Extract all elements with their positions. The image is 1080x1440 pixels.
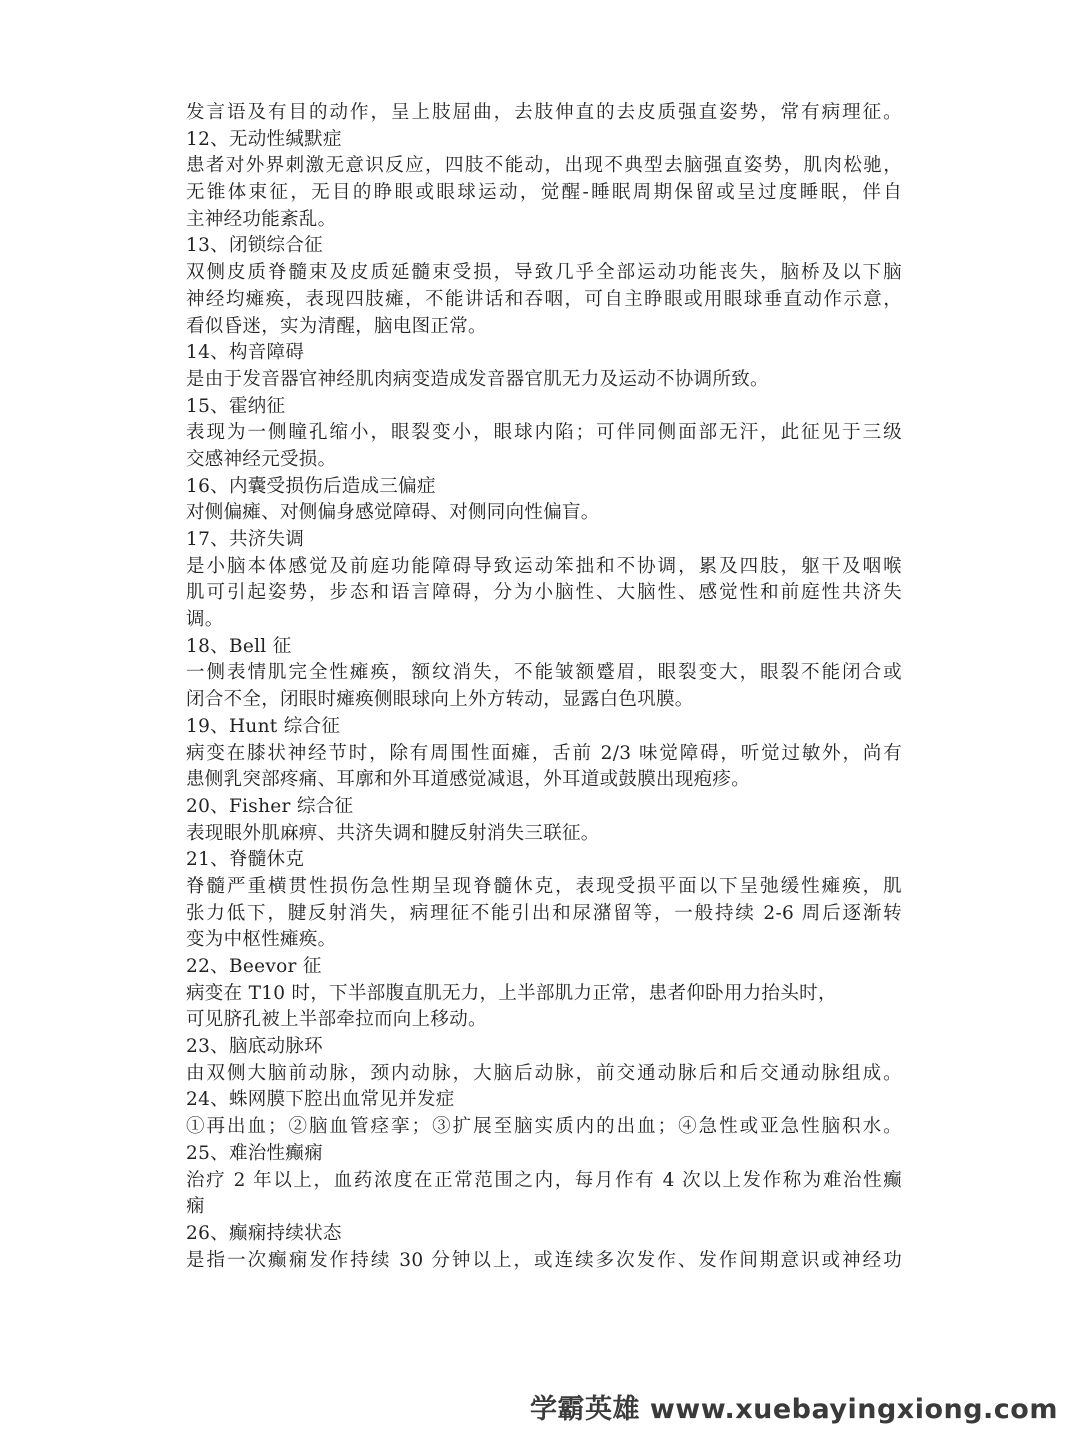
text-line: 是小脑本体感觉及前庭功能障碍导致运动笨拙和不协调，累及四肢，躯干及咽喉 <box>186 555 902 577</box>
section-heading: 25、难治性癫痫 <box>186 1142 323 1164</box>
text-line: 无锥体束征，无目的睁眼或眼球运动，觉醒-睡眠周期保留或呈过度睡眠，伴自 <box>186 182 902 204</box>
section-heading: 21、脊髓休克 <box>186 849 305 871</box>
section-heading: 20、Fisher 综合征 <box>186 795 354 817</box>
text-line: 表现为一侧瞳孔缩小，眼裂变小，眼球内陷；可伴同侧面部无汗，此征见于三级 <box>186 422 902 444</box>
section-heading: 16、内囊受损伤后造成三偏症 <box>186 475 436 497</box>
text-line: 双侧皮质脊髓束及皮质延髓束受损，导致几乎全部运动功能丧失，脑桥及以下脑 <box>186 262 902 284</box>
text-line: 治疗 2 年以上，血药浓度在正常范围之内，每月作有 4 次以上发作称为难治性癫 <box>186 1169 902 1191</box>
text-line: 对侧偏瘫、对侧偏身感觉障碍、对侧同向性偏盲。 <box>186 502 600 524</box>
section-heading: 14、构音障碍 <box>186 342 305 364</box>
text-line: 表现眼外肌麻痹、共济失调和腱反射消失三联征。 <box>186 822 600 844</box>
section-heading: 19、Hunt 综合征 <box>186 715 341 737</box>
text-line: 可见脐孔被上半部牵拉而向上移动。 <box>186 1009 487 1031</box>
text-line: 患者对外界刺激无意识反应，四肢不能动，出现不典型去脑强直姿势，肌肉松驰， <box>186 155 902 177</box>
site-watermark: 学霸英雄 www.xuebayingxiong.com <box>529 1394 1058 1425</box>
text-line: 脊髓严重横贯性损伤急性期呈现脊髓休克，表现受损平面以下呈弛缓性瘫痪，肌 <box>186 875 902 897</box>
section-heading: 22、Beevor 征 <box>186 956 322 977</box>
text-line: 一侧表情肌完全性瘫痪，额纹消失，不能皱额蹙眉，眼裂变大，眼裂不能闭合或 <box>186 662 902 684</box>
text-line: 肌可引起姿势，步态和语言障碍，分为小脑性、大脑性、感觉性和前庭性共济失 <box>186 582 902 604</box>
section-heading: 26、癫痫持续状态 <box>186 1222 342 1244</box>
section-heading: 13、闭锁综合征 <box>186 235 323 257</box>
section-heading: 24、蛛网膜下腔出血常见并发症 <box>186 1089 455 1111</box>
text-line: 闭合不全，闭眼时瘫痪侧眼球向上外方转动，显露白色巩膜。 <box>186 689 694 711</box>
text-line: 由双侧大脑前动脉，颈内动脉，大脑后动脉，前交通动脉后和后交通动脉组成。 <box>186 1062 902 1084</box>
section-heading: 18、Bell 征 <box>186 635 292 657</box>
section-heading: 17、共济失调 <box>186 529 305 550</box>
text-line: 变为中枢性瘫痪。 <box>186 929 337 951</box>
section-heading: 23、脑底动脉环 <box>186 1036 323 1058</box>
text-line: 病变在膝状神经节时，除有周围性面瘫，舌前 2/3 味觉障碍，听觉过敏外，尚有 <box>186 742 902 764</box>
section-heading: 12、无动性缄默症 <box>186 128 342 150</box>
text-line: 发言语及有目的动作，呈上肢屈曲，去肢伸直的去皮质强直姿势，常有病理征。 <box>186 102 902 123</box>
text-line: 神经均瘫痪，表现四肢瘫，不能讲话和吞咽，可自主睁眼或用眼球垂直动作示意， <box>186 288 902 310</box>
text-line: 张力低下，腱反射消失，病理征不能引出和尿潴留等，一般持续 2-6 周后逐渐转 <box>186 902 902 924</box>
document-body <box>186 100 902 1274</box>
text-line: ①再出血；②脑血管痉挛；③扩展至脑实质内的出血；④急性或亚急性脑积水。 <box>186 1116 902 1138</box>
text-line: 调。 <box>186 609 224 631</box>
text-line: 看似昏迷，实为清醒，脑电图正常。 <box>186 315 487 337</box>
text-line: 交感神经元受损。 <box>186 448 337 470</box>
text-line: 患侧乳突部疼痛、耳廓和外耳道感觉减退，外耳道或鼓膜出现疱疹。 <box>186 769 751 791</box>
text-line: 是由于发音器官神经肌肉病变造成发音器官肌无力及运动不协调所致。 <box>186 368 769 390</box>
text-line: 是指一次癫痫发作持续 30 分钟以上，或连续多次发作、发作间期意识或神经功 <box>186 1249 902 1271</box>
text-line: 病变在 T10 时，下半部腹直肌无力，上半部肌力正常，患者仰卧用力抬头时， <box>186 982 837 1004</box>
text-line: 主神经功能紊乱。 <box>186 208 337 230</box>
section-heading: 15、霍纳征 <box>186 395 286 417</box>
text-line: 痫 <box>186 1196 205 1218</box>
